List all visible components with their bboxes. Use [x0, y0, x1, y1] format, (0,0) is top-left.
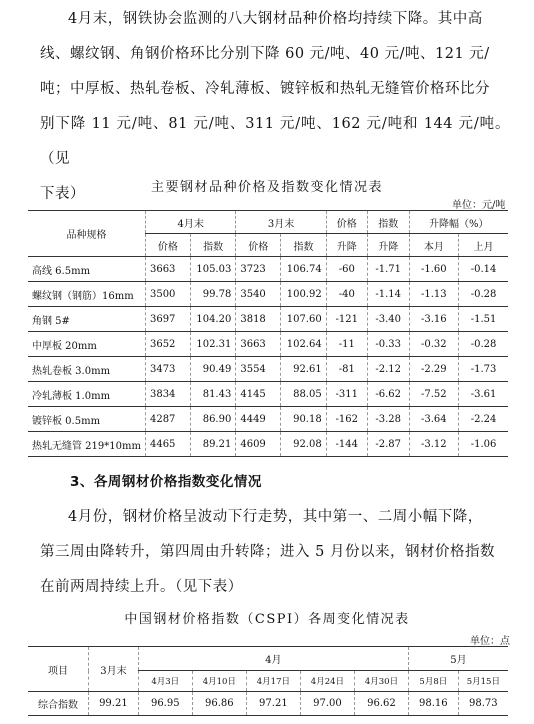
cell-name: 螺纹钢（钢筋）16mm	[28, 282, 145, 307]
cell-index-change: -1.71	[367, 257, 409, 282]
cell-pct-last: -2.24	[459, 407, 508, 432]
cell-name: 镀锌板 0.5mm	[28, 407, 145, 432]
section3-paragraph	[40, 500, 510, 605]
cell-apr-price: 4287	[145, 407, 190, 432]
cell-index-change: -2.12	[367, 357, 409, 382]
cell-pct-this: -1.13	[409, 282, 458, 307]
price-table	[28, 210, 508, 457]
intro-line: 吨；中厚板、热轧卷板、冷轧薄板、镀锌板和热轧无缝管价格环比分	[40, 81, 490, 97]
intro-line: 4月末，钢铁协会监测的八大钢材品种价格均持续下降。其中高	[68, 11, 483, 27]
cell-apr-index: 90.49	[190, 357, 236, 382]
cell-pct-this: -3.16	[409, 307, 458, 332]
header-apr: 4月末	[145, 211, 235, 234]
cell-mar-price: 3663	[236, 332, 281, 357]
header-price-change-2: 升降	[326, 234, 367, 257]
cell-week-value: 97.00	[300, 692, 354, 716]
table-row	[28, 307, 508, 332]
cell-price-change: -11	[326, 332, 367, 357]
header-mar-price: 价格	[236, 234, 281, 257]
cell-pct-this: -3.12	[409, 432, 458, 457]
cell-price-change: -162	[326, 407, 367, 432]
cell-name: 热轧卷板 3.0mm	[28, 357, 145, 382]
cell-pct-this: -7.52	[409, 382, 458, 407]
table2-unit: 单位：点	[470, 636, 510, 647]
intro-line: 下表）	[40, 186, 85, 202]
cell-pct-this: -0.32	[409, 332, 458, 357]
cell-pct-last: -0.28	[459, 332, 508, 357]
cell-name: 高线 6.5mm	[28, 257, 145, 282]
table-row	[28, 257, 508, 282]
cell-pct-last: -0.14	[459, 257, 508, 282]
cell-index-change: -3.40	[367, 307, 409, 332]
section3-heading: 3、各周钢材价格指数变化情况	[70, 474, 262, 490]
cell-week-value: 98.16	[408, 692, 458, 716]
cell-mar-index: 100.92	[281, 282, 327, 307]
cell-apr-price: 4465	[145, 432, 190, 457]
cell-mar-index: 92.08	[281, 432, 327, 457]
cell-mar-index: 102.64	[281, 332, 327, 357]
cell-price-change: -81	[326, 357, 367, 382]
cell-week-value: 98.73	[458, 692, 508, 716]
table-row	[28, 382, 508, 407]
table-row	[28, 407, 508, 432]
date-header: 4月17日	[246, 671, 300, 692]
cell-index-change: -3.28	[367, 407, 409, 432]
table1-title: 主要钢材品种价格及指数变化情况表	[150, 180, 383, 195]
cell-mar-price: 3554	[236, 357, 281, 382]
cell-apr-index: 89.21	[190, 432, 236, 457]
date-header: 4月3日	[138, 671, 192, 692]
cell-price-change: -40	[326, 282, 367, 307]
cell-mar-index: 107.60	[281, 307, 327, 332]
cell-apr-index: 99.78	[190, 282, 236, 307]
header-apr-price: 价格	[145, 234, 190, 257]
cell-apr-index: 81.43	[190, 382, 236, 407]
cell-pct-last: -1.51	[459, 307, 508, 332]
header-april: 4月	[138, 647, 408, 671]
cell-apr-price: 3697	[145, 307, 190, 332]
cell-week-value: 97.21	[246, 692, 300, 716]
cell-apr-index: 86.90	[190, 407, 236, 432]
cell-index-change: -1.14	[367, 282, 409, 307]
section3-line: 第三周由降转升，第四周由升转降；进入 5 月份以来，钢材价格指数	[40, 544, 495, 560]
cell-week-value: 96.62	[354, 692, 408, 716]
cell-apr-index: 105.03	[190, 257, 236, 282]
table-row	[28, 692, 508, 716]
header-index-change: 指数	[367, 211, 409, 234]
header-mar-index: 指数	[281, 234, 327, 257]
header-last-month: 上月	[459, 234, 508, 257]
cell-apr-price: 3834	[145, 382, 190, 407]
cell-pct-this: -2.29	[409, 357, 458, 382]
cell-pct-last: -0.28	[459, 282, 508, 307]
cell-mar-price: 3723	[236, 257, 281, 282]
cell-index-change: -6.62	[367, 382, 409, 407]
cell-name: 中厚板 20mm	[28, 332, 145, 357]
header-apr-index: 指数	[190, 234, 236, 257]
intro-line: 线、螺纹钢、角钢价格环比分别下降 60 元/吨、40 元/吨、121 元/	[40, 46, 490, 62]
cell-week-value: 96.95	[138, 692, 192, 716]
row-label: 综合指数	[28, 692, 89, 716]
date-header: 4月24日	[300, 671, 354, 692]
cell-mar-price: 4145	[236, 382, 281, 407]
cell-name: 热轧无缝管 219*10mm	[28, 432, 145, 457]
cell-week-value: 96.86	[192, 692, 246, 716]
cell-mar-index: 90.18	[281, 407, 327, 432]
cell-pct-this: -3.64	[409, 407, 458, 432]
date-header: 4月30日	[354, 671, 408, 692]
cell-mar-price: 4609	[236, 432, 281, 457]
weekly-index-table	[28, 646, 508, 716]
date-header: 4月10日	[192, 671, 246, 692]
cell-mar-price: 3540	[236, 282, 281, 307]
table-row	[28, 282, 508, 307]
cell-apr-index: 102.31	[190, 332, 236, 357]
section3-line: 4月份，钢材价格呈波动下行走势，其中第一、二周小幅下降，	[68, 509, 483, 525]
cell-apr-price: 3663	[145, 257, 190, 282]
cell-mar-price: 3818	[236, 307, 281, 332]
cell-apr-price: 3473	[145, 357, 190, 382]
header-may: 5月	[408, 647, 508, 671]
cell-pct-last: -1.06	[459, 432, 508, 457]
cell-name: 角钢 5#	[28, 307, 145, 332]
cell-apr-index: 104.20	[190, 307, 236, 332]
cell-mar-index: 92.61	[281, 357, 327, 382]
cell-price-change: -121	[326, 307, 367, 332]
header-mar: 3月末	[236, 211, 326, 234]
cell-pct-last: -3.61	[459, 382, 508, 407]
cell-apr-price: 3652	[145, 332, 190, 357]
header-pct: 升降幅（%）	[409, 211, 508, 234]
intro-line: 别下降 11 元/吨、81 元/吨、311 元/吨、162 元/吨和 144 元/吨。（见	[40, 116, 510, 167]
cell-pct-last: -1.73	[459, 357, 508, 382]
cell-price-change: -60	[326, 257, 367, 282]
table2-title: 中国钢材价格指数（CSPI）各周变化情况表	[124, 612, 410, 627]
table-row	[28, 332, 508, 357]
header-price-change: 价格	[326, 211, 367, 234]
cell-index-change: -0.33	[367, 332, 409, 357]
header-item: 项目	[28, 647, 89, 692]
cell-apr-price: 3500	[145, 282, 190, 307]
date-header: 5月15日	[458, 671, 508, 692]
cell-name: 冷轧薄板 1.0mm	[28, 382, 145, 407]
table-row	[28, 357, 508, 382]
header-mar-end: 3月末	[89, 647, 139, 692]
header-index-change-2: 升降	[367, 234, 409, 257]
cell-mar-price: 4449	[236, 407, 281, 432]
table1-unit: 单位：元/吨	[452, 200, 506, 211]
cell-mar-end: 99.21	[89, 692, 139, 716]
header-name: 品种规格	[28, 211, 145, 257]
section3-line: 在前两周持续上升。（见下表）	[40, 579, 243, 595]
cell-index-change: -2.87	[367, 432, 409, 457]
date-header: 5月8日	[408, 671, 458, 692]
cell-mar-index: 88.05	[281, 382, 327, 407]
cell-pct-this: -1.60	[409, 257, 458, 282]
cell-price-change: -311	[326, 382, 367, 407]
cell-mar-index: 106.74	[281, 257, 327, 282]
cell-price-change: -144	[326, 432, 367, 457]
header-this-month: 本月	[409, 234, 458, 257]
table-row	[28, 432, 508, 457]
